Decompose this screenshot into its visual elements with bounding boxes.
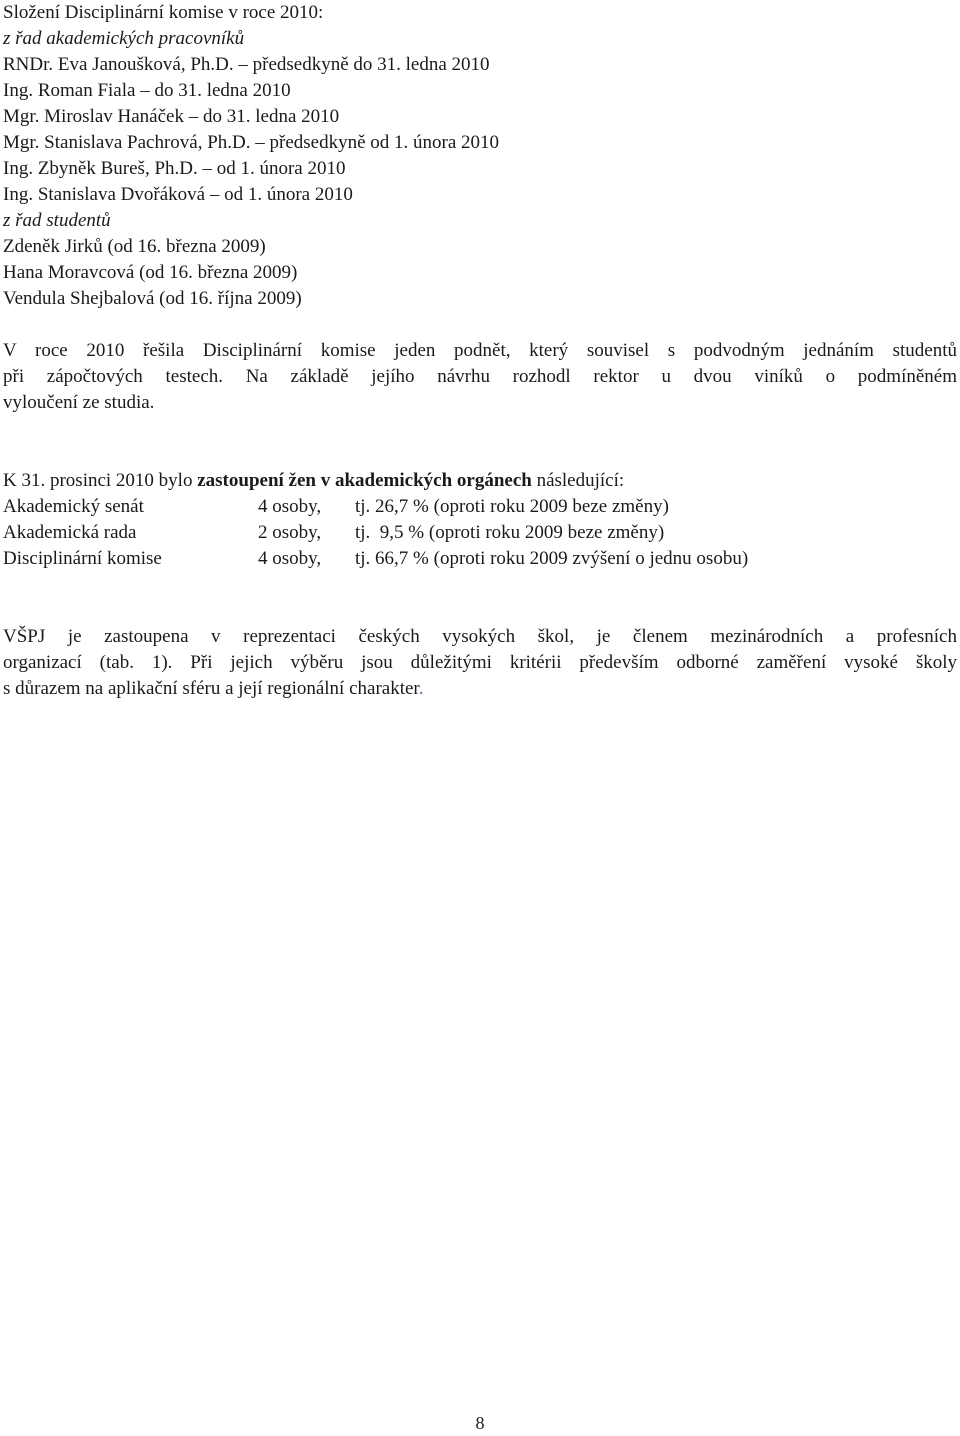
body-name: Akademický senát bbox=[3, 496, 144, 517]
paragraph-1-line: V roce 2010 řešila Disciplinární komise jeden podnět, který souvisel s podvodným jednáním studentů bbox=[3, 340, 957, 361]
body-name: Akademická rada bbox=[3, 522, 137, 543]
paragraph-2-line: VŠPJ je zastoupena v reprezentaci českých vysokých škol, je členem mezinárodních a profesních bbox=[3, 626, 957, 647]
women-intro bbox=[3, 468, 624, 494]
paragraph-1-line: při zápočtových testech. Na základě jejího návrhu rozhodl rektor u dvou viníků o podmíněném bbox=[3, 366, 957, 387]
women-intro-suffix: následující: bbox=[531, 470, 625, 491]
women-count: 4 osoby, bbox=[258, 548, 322, 569]
committee-heading: Složení Disciplinární komise v roce 2010: bbox=[3, 2, 324, 23]
paragraph-2-line: organizací (tab. 1). Při jejich výběru jsou důležitými kritérii především odborné zaměření vysoké školy bbox=[3, 652, 957, 673]
student-member: Hana Moravcová (od 16. března 2009) bbox=[3, 262, 298, 283]
paragraph-2-line bbox=[3, 676, 423, 702]
paragraph-2-last-text: s důrazem na aplikační sféru a její regionální charakter bbox=[3, 678, 419, 699]
page-number: 8 bbox=[475, 1413, 485, 1433]
student-member: Zdeněk Jirků (od 16. března 2009) bbox=[3, 236, 266, 257]
women-share: tj. 9,5 % (oproti roku 2009 beze změny) bbox=[355, 522, 665, 543]
staff-member: RNDr. Eva Janoušková, Ph.D. – předsedkyně do 31. ledna 2010 bbox=[3, 54, 490, 75]
women-count: 4 osoby, bbox=[258, 496, 322, 517]
paragraph-1-line: vyloučení ze studia. bbox=[3, 392, 155, 413]
students-label: z řad studentů bbox=[3, 210, 111, 231]
staff-member: Ing. Zbyněk Bureš, Ph.D. – od 1. února 2010 bbox=[3, 158, 346, 179]
staff-label: z řad akademických pracovníků bbox=[3, 28, 245, 49]
staff-member: Ing. Roman Fiala – do 31. ledna 2010 bbox=[3, 80, 291, 101]
student-member: Vendula Shejbalová (od 16. října 2009) bbox=[3, 288, 302, 309]
women-share: tj. 66,7 % (oproti roku 2009 zvýšení o jednu osobu) bbox=[355, 548, 749, 569]
staff-member: Mgr. Miroslav Hanáček – do 31. ledna 2010 bbox=[3, 106, 340, 127]
women-intro-bold: zastoupení žen v akademických orgánech bbox=[197, 470, 532, 491]
women-count: 2 osoby, bbox=[258, 522, 322, 543]
women-share: tj. 26,7 % (oproti roku 2009 beze změny) bbox=[355, 496, 669, 517]
staff-member: Mgr. Stanislava Pachrová, Ph.D. – předsedkyně od 1. února 2010 bbox=[3, 132, 500, 153]
staff-member: Ing. Stanislava Dvořáková – od 1. února 2010 bbox=[3, 184, 353, 205]
women-intro-prefix: K 31. prosinci 2010 bylo bbox=[3, 470, 198, 491]
body-name: Disciplinární komise bbox=[3, 548, 162, 569]
final-period: . bbox=[418, 678, 424, 699]
